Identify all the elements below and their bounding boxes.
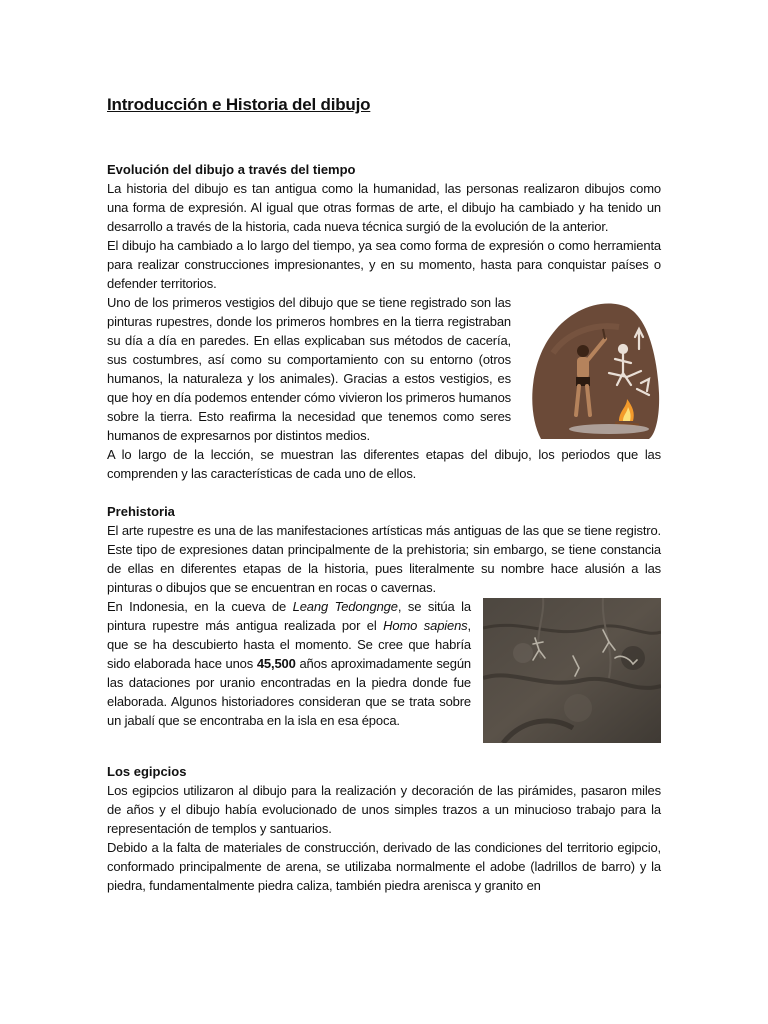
document-body <box>107 94 661 895</box>
section-heading-evolucion: Evolución del dibujo a través del tiempo <box>107 162 356 177</box>
paragraph: Uno de los primeros vestigios del dibujo que se tiene registrado son las pinturas rupestres, donde los primeros hombres en la tierra registraban su día a día en paredes. En ellas explicaban sus métodos de cacería, sus costumbres, así como su comportamiento con su entorno (otros humanos, la naturaleza y los animales). Gracias a estos vestigios, es que hoy en día podemos entender cómo vivieron los primeros humanos sobre la tierra. Esto reafirma la necesidad que tenemos como seres humanos de expresarnos por distintos medios. <box>107 295 511 443</box>
section-heading-prehistoria: Prehistoria <box>107 504 175 519</box>
paragraph: Debido a la falta de materiales de construcción, derivado de las condiciones del territorio egipcio, conformado principalmente de arena, se utilizaba normalmente el adobe (ladrillos de barro) y la piedra, fundamentalmente piedra caliza, también piedra arenisca y granito en <box>107 840 661 893</box>
years-value: 45,500 <box>256 656 296 671</box>
paragraph: El dibujo ha cambiado a lo largo del tiempo, ya sea como forma de expresión o como herramienta para realizar construcciones impresionantes, y en su momento, hasta para conquistar países o defender territorios. <box>107 238 661 291</box>
paragraph-indonesia: En Indonesia, en la cueva de Leang Tedongnge, se sitúa la pintura rupestre más antigua realizada por el Homo sapiens, que se ha descubierto hasta el momento. Se cree que habría sido elaborada hace unos 45,500 años aproximadamente según las dataciones por uranio encontradas en la piedra donde fue elaborada. Algunos historiadores consideran que se trata sobre un jabalí que se encontraba en la isla en esa época. <box>107 599 471 728</box>
page-title: Introducción e Historia del dibujo <box>107 95 371 114</box>
cave-name: Leang Tedongnge <box>292 599 398 614</box>
indonesia-cave-photo <box>483 598 661 743</box>
paragraph: A lo largo de la lección, se muestran las diferentes etapas del dibujo, los periodos que las comprenden y las características de cada uno de ellos. <box>107 447 661 481</box>
paragraph: El arte rupestre es una de las manifestaciones artísticas más antiguas de las que se tiene registro. Este tipo de expresiones datan principalmente de la prehistoria; sin embargo, se tiene constancia de ellas en diferentes etapas de la historia, pues literalmente su nombre hace alusión a las pinturas o dibujos que se encuentran en rocas o cavernas. <box>107 523 661 595</box>
section-heading-egipcios: Los egipcios <box>107 764 187 779</box>
paragraph: Los egipcios utilizaron al dibujo para la realización y decoración de las pirámides, pasaron miles de años y el dibujo había evolucionado de unos simples trazos a un minucioso trabajo para la representación de templos y santuarios. <box>107 783 661 836</box>
paragraph: La historia del dibujo es tan antigua como la humanidad, las personas realizaron dibujos como una forma de expresión. Al igual que otras formas de arte, el dibujo ha cambiado y ha tenido un desarrollo a través de la historia, cada nueva técnica surgió de la evolución de la anterior. <box>107 181 661 234</box>
cave-painting-illustration <box>523 293 661 443</box>
species-name: Homo sapiens <box>383 618 468 633</box>
